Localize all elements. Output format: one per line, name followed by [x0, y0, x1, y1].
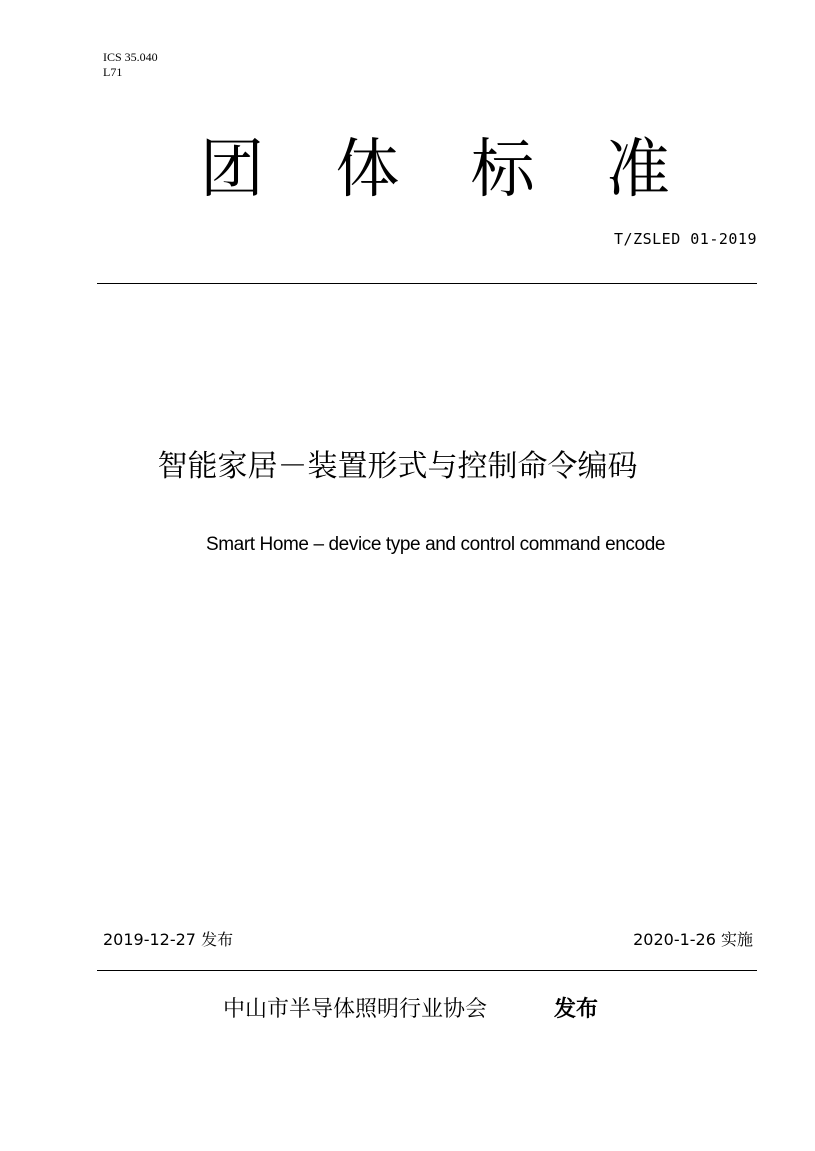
document-title-english-text: Smart Home – device type and control command encode	[205, 534, 666, 555]
standard-number: T/ZSLED 01-2019	[614, 230, 757, 248]
title-char: 体	[335, 133, 400, 207]
standard-type-title	[200, 130, 670, 210]
classification-codes	[103, 50, 158, 80]
title-char: 团	[200, 133, 264, 207]
publish-label: 发布	[554, 997, 599, 1022]
publisher-name: 中山市半导体照明行业协会	[223, 997, 488, 1022]
bottom-divider	[97, 970, 757, 971]
ccs-code: L71	[103, 65, 123, 79]
title-char: 准	[605, 133, 670, 207]
implementation-date: 2020-1-26 实施	[633, 930, 753, 949]
title-char: 标	[470, 133, 535, 207]
document-title-chinese-text: 智能家居－装置形式与控制命令编码	[157, 449, 638, 484]
ics-code: ICS 35.040	[103, 50, 158, 64]
document-title-english	[0, 534, 815, 556]
publish-date: 2019-12-27 发布	[103, 930, 234, 949]
document-title-chinese	[0, 447, 815, 487]
top-divider	[97, 283, 757, 284]
